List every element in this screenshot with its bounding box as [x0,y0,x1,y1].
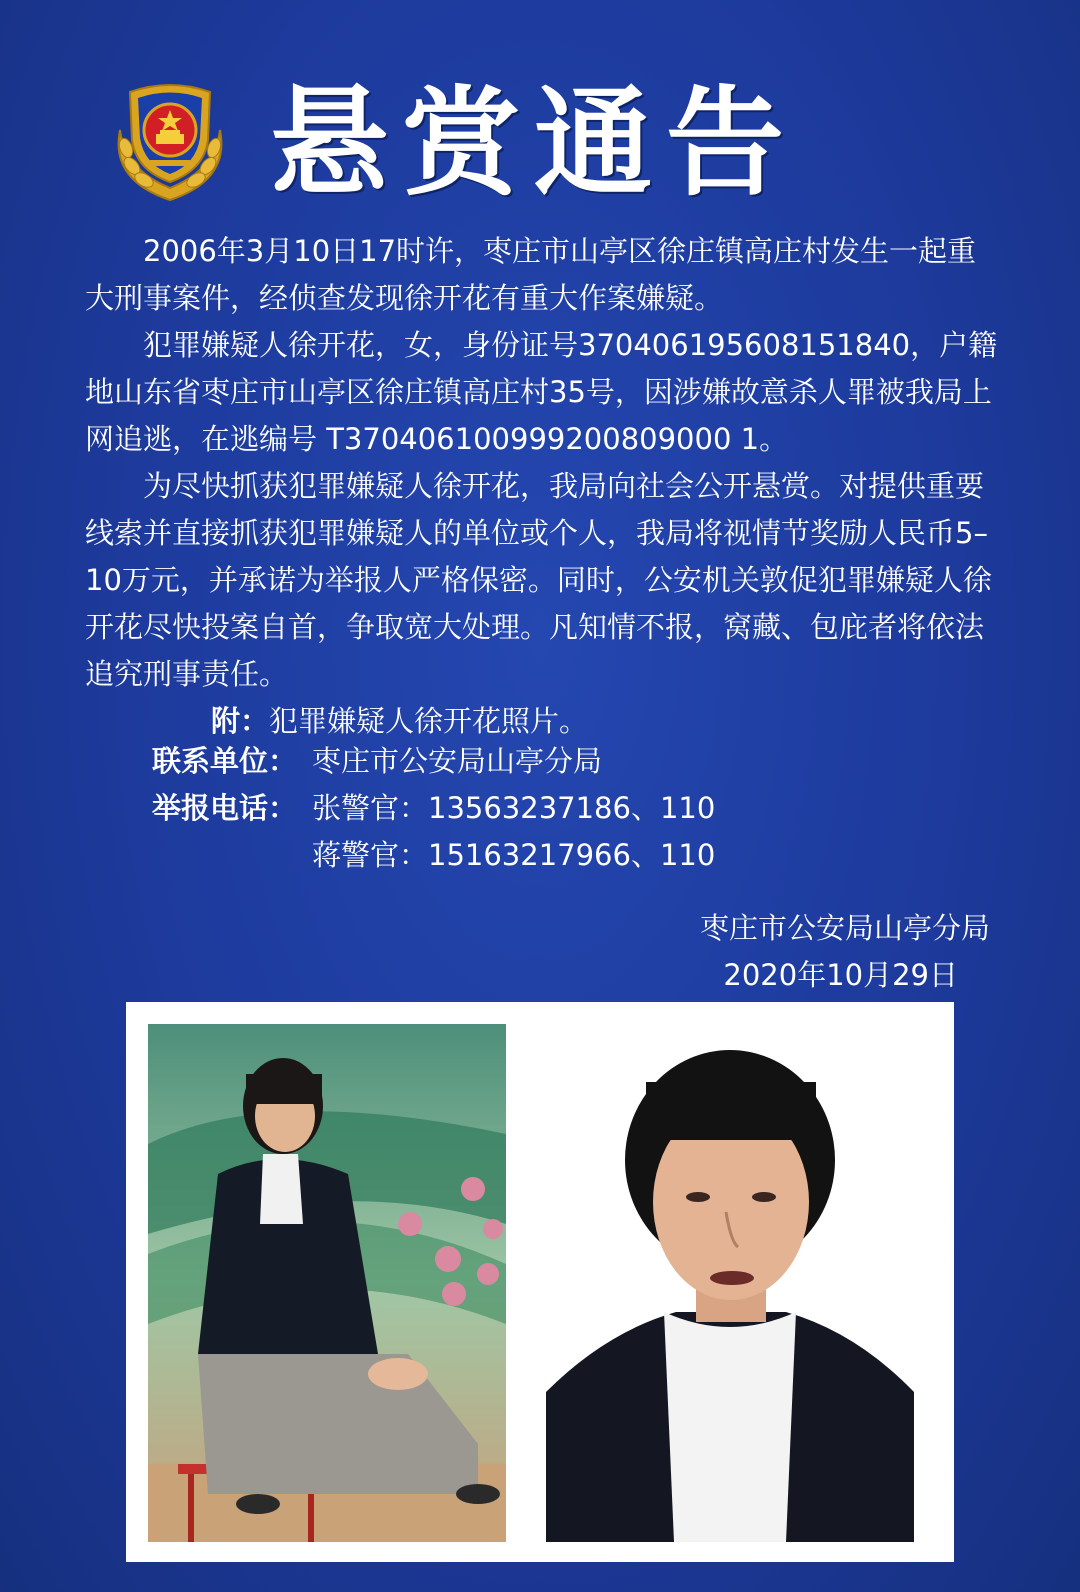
contact-block [152,738,715,879]
signature-block [600,905,990,999]
signature-org: 枣庄市公安局山亭分局 [699,911,990,945]
paragraph-reward: 为尽快抓获犯罪嫌疑人徐开花，我局向社会公开悬赏。对提供重要线索并直接抓获犯罪嫌疑人的单位或个人，我局将视情节奖励人民币5–10万元，并承诺为举报人严格保密。同时，公安机关敦促犯罪嫌疑人徐开花尽快投案自首，争取宽大处理。凡知情不报，窝藏、包庇者将依法追究刑事责任。 [85,469,992,691]
contact-unit-row [152,738,715,785]
suspect-photo-full-body [148,1024,506,1542]
signature-date: 2020年10月29日 [723,958,958,992]
notice-body [85,228,1000,745]
contact-phone-row [152,785,715,832]
contact-phone-label: 举报电话： [152,791,298,825]
paragraph-case: 2006年3月10日17时许，枣庄市山亭区徐庄镇高庄村发生一起重大刑事案件，经侦查发现徐开花有重大作案嫌疑。 [85,234,977,315]
page-title: 悬赏通告 [270,74,799,212]
contact-phone-2: 蒋警官：15163217966、110 [312,838,716,872]
contact-unit-label: 联系单位： [152,744,298,778]
attachment-label: 附： [211,704,270,738]
attachment-text: 犯罪嫌疑人徐开花照片。 [269,704,589,738]
contact-phone-1: 张警官：13563237186、110 [312,791,716,825]
contact-phone-row-2 [152,832,715,879]
contact-unit-value: 枣庄市公安局山亭分局 [312,744,603,778]
suspect-photo-headshot [546,1042,914,1542]
suspect-photos-frame [126,1002,954,1562]
police-badge-icon [100,70,240,210]
paragraph-suspect: 犯罪嫌疑人徐开花，女，身份证号370406195608151840，户籍地山东省枣庄市山亭区徐庄镇高庄村35号，因涉嫌故意杀人罪被我局上网追逃，在逃编号 T370406100999200809000 1。 [85,328,998,456]
